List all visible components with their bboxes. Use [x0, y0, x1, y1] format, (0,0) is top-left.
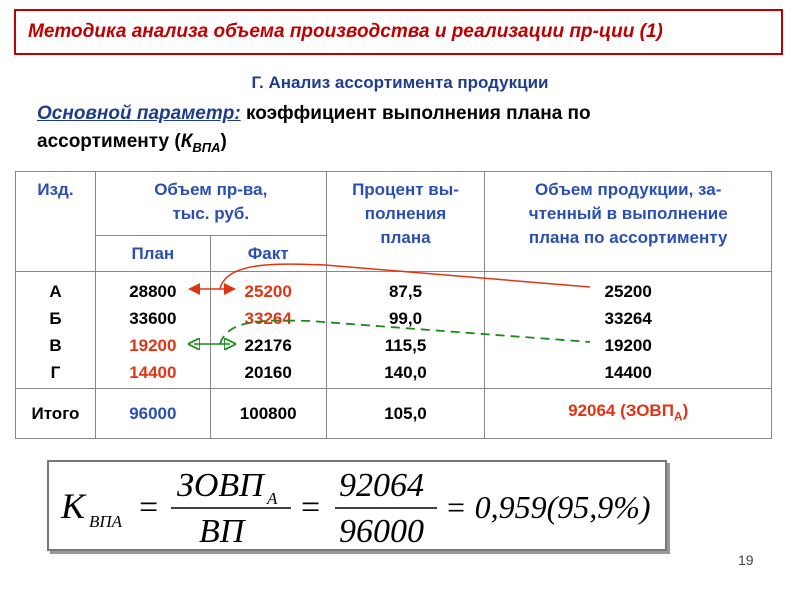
- formula-lhs-sub: ВПА: [89, 512, 123, 531]
- formula-frac1-num-sub: А: [267, 489, 278, 508]
- table-cell: Г: [50, 363, 61, 382]
- total-counted: 92064 $(ЗОВП_А)$: [485, 389, 772, 439]
- header-volume: Объем пр-ва, тыс. руб.: [95, 172, 326, 236]
- header-percent: Процент вы- полнения плана: [326, 172, 485, 272]
- formula-frac1-den: ВП: [199, 513, 245, 549]
- plan-column: [95, 272, 210, 389]
- table-cell: 28800: [129, 282, 177, 301]
- table-cell: 25200: [604, 282, 652, 301]
- page-title: Методика анализа объема производства и реализации пр-ции (1): [28, 21, 663, 42]
- table-cell-highlight: 25200: [244, 282, 292, 301]
- fact-column: [210, 272, 326, 389]
- page-number: 19: [738, 552, 754, 568]
- param-label: Основной параметр:: [37, 103, 241, 124]
- table-cell: Б: [49, 309, 62, 328]
- formula-eq1: =: [139, 489, 159, 526]
- header-item: Изд.: [16, 172, 96, 272]
- table-cell: 22176: [244, 336, 292, 355]
- total-fact: 100800: [210, 389, 326, 439]
- table-cell: 140,0: [384, 363, 427, 382]
- table-cell: 115,5: [384, 336, 427, 355]
- table-cell-highlight: 14400: [129, 363, 177, 382]
- table-cell: 87,5: [388, 282, 423, 301]
- param-symbol: К: [180, 131, 193, 152]
- table-cell: 20160: [244, 363, 292, 382]
- table-cell-highlight: 19200: [129, 336, 177, 355]
- param-text1: коэффициент выполнения плана по: [240, 103, 591, 124]
- formula-frac1-num: ЗОВП: [177, 467, 264, 504]
- param-symbol-sub: ВПА: [192, 139, 221, 155]
- table-cell: А: [49, 282, 62, 301]
- formula-box: [47, 460, 667, 551]
- formula-lhs: К: [61, 486, 85, 526]
- table-cell: 19200: [604, 336, 652, 355]
- table-cell-highlight: 33264: [244, 309, 292, 328]
- table-cell: 14400: [604, 363, 652, 382]
- total-percent: 105,0: [326, 389, 485, 439]
- title-box: [14, 9, 783, 55]
- param-text2: ассортименту (: [37, 131, 181, 152]
- assortment-table: [15, 171, 772, 439]
- formula-result: = 0,959(95,9%): [445, 489, 651, 525]
- formula-frac2-den: 96000: [339, 513, 424, 549]
- items-column: [16, 272, 96, 389]
- counted-column: [485, 272, 772, 389]
- section-subtitle: Г. Анализ ассортимента продукции: [251, 73, 549, 92]
- total-label: Итого: [16, 389, 96, 439]
- formula-frac2-num: 92064: [339, 467, 424, 504]
- table-cell: 99,0: [388, 309, 423, 328]
- header-fact: Факт: [210, 236, 326, 272]
- header-plan: План: [95, 236, 210, 272]
- percent-column: [326, 272, 485, 389]
- table-cell: В: [49, 336, 62, 355]
- total-plan: 96000: [95, 389, 210, 439]
- header-counted: Объем продукции, за- чтенный в выполнение плана по ассортименту: [485, 172, 772, 272]
- table-cell: 33264: [604, 309, 652, 328]
- param-close: ): [220, 131, 227, 152]
- main-parameter: [37, 100, 737, 162]
- table-cell: 33600: [129, 309, 177, 328]
- formula-eq2: =: [301, 489, 321, 526]
